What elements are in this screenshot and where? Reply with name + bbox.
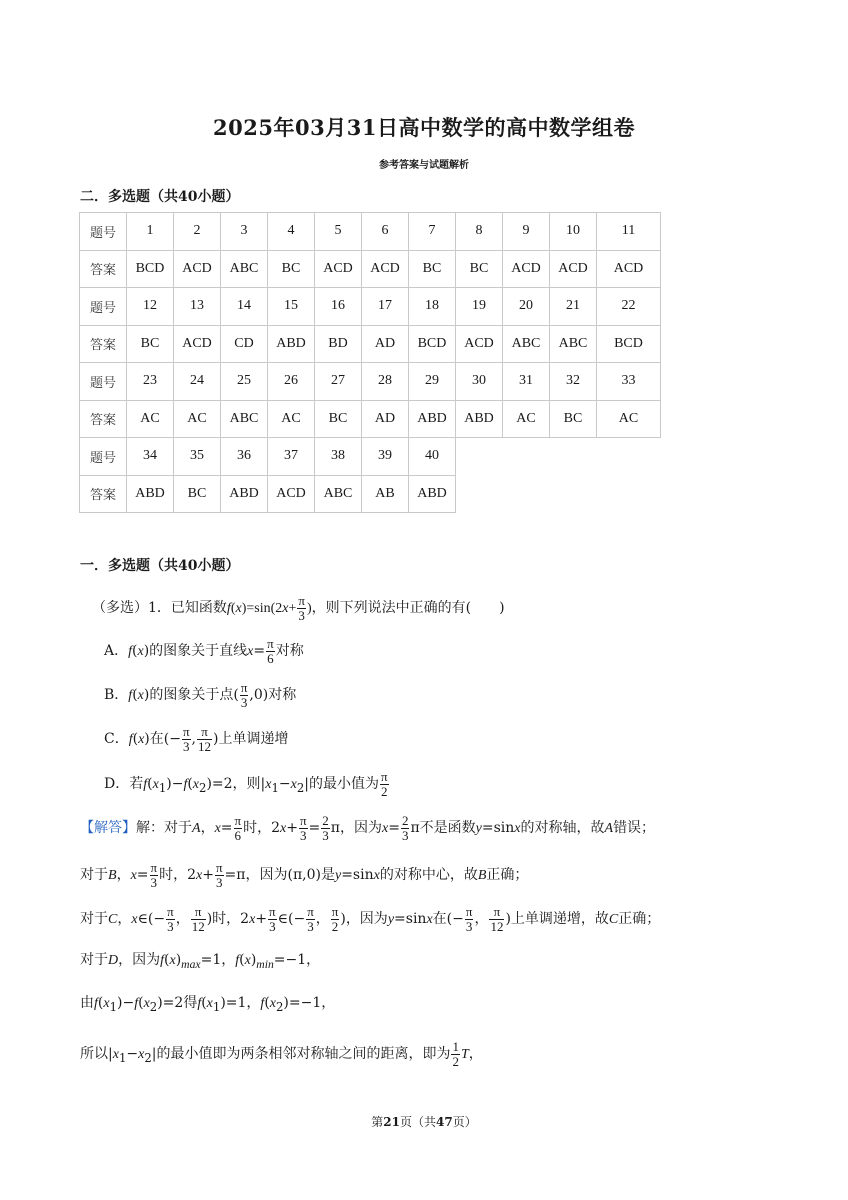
answer-cell: ACD: [550, 250, 597, 288]
question-number-cell: 29: [409, 363, 456, 401]
question-number-cell: 15: [268, 288, 315, 326]
question-number-cell: 18: [409, 288, 456, 326]
empty-cell: [597, 438, 661, 476]
answer-cell: BCD: [127, 250, 174, 288]
question-number-cell: 23: [127, 363, 174, 401]
question-number-cell: 40: [409, 438, 456, 476]
current-page-number: 21: [383, 1115, 400, 1129]
solution-line-6: 所以$|x_1-x_2|$的最小值即为两条相邻对称轴之间的距离，即为 $\frac{1}{2}$ T，: [80, 1039, 483, 1069]
row-header: 题号: [80, 438, 127, 476]
answer-cell: CD: [221, 325, 268, 363]
page-title: 2025年03月31日高中数学的高中数学组卷: [213, 115, 635, 140]
answer-cell: BC: [409, 250, 456, 288]
table-row-question-numbers: [80, 363, 661, 401]
row-header: 答案: [80, 325, 127, 363]
question-number-cell: 31: [503, 363, 550, 401]
answer-cell: ABD: [409, 400, 456, 438]
empty-cell: [550, 438, 597, 476]
answer-cell: BC: [315, 400, 362, 438]
page-footer: 第21页（共47页）: [371, 1115, 477, 1129]
answer-cell: ACD: [268, 475, 315, 513]
answer-cell: AD: [362, 325, 409, 363]
answer-cell: BCD: [597, 325, 661, 363]
answer-cell: ABC: [503, 325, 550, 363]
question-number-cell: 34: [127, 438, 174, 476]
empty-cell: [550, 475, 597, 513]
answer-cell: ABD: [221, 475, 268, 513]
question-number-cell: 33: [597, 363, 661, 401]
answer-cell: BC: [127, 325, 174, 363]
question-number-cell: 4: [268, 213, 315, 251]
total-page-count: 47: [436, 1115, 453, 1129]
section-heading-answer-table: 二．多选题（共40小题）: [80, 189, 240, 205]
solution-line-5: 由$f(x_1)-f(x_2)=2$得$f(x_1)=1$，$f(x_2)=-1$，: [80, 995, 336, 1014]
answer-table: [79, 212, 661, 513]
question-1-stem: （多选）1．已知函数f(x)=sin(2x+ $\frac{\pi}{3}$ )，则下列说法中正确的有( ): [92, 593, 505, 623]
question-number-cell: 39: [362, 438, 409, 476]
answer-cell: BC: [456, 250, 503, 288]
table-row-answers: [80, 475, 661, 513]
question-number-cell: 38: [315, 438, 362, 476]
row-header: 题号: [80, 363, 127, 401]
answer-cell: AC: [503, 400, 550, 438]
empty-cell: [503, 475, 550, 513]
question-number-cell: 13: [174, 288, 221, 326]
question-number-cell: 2: [174, 213, 221, 251]
answer-cell: BC: [550, 400, 597, 438]
question-number-cell: 7: [409, 213, 456, 251]
question-number-cell: 9: [503, 213, 550, 251]
question-number-cell: 10: [550, 213, 597, 251]
table-row-question-numbers: [80, 213, 661, 251]
option-a: A．f(x)的图象关于直线x= $\frac{\pi}{6}$ 对称: [104, 636, 304, 666]
question-number-cell: 36: [221, 438, 268, 476]
empty-cell: [456, 438, 503, 476]
question-number-cell: 1: [127, 213, 174, 251]
answer-cell: AB: [362, 475, 409, 513]
section-heading-question-detail: 一．多选题（共40小题）: [80, 558, 240, 574]
answer-cell: ABC: [550, 325, 597, 363]
answer-cell: AC: [127, 400, 174, 438]
answer-cell: ABC: [221, 400, 268, 438]
option-b: B．f(x)的图象关于点( $\frac{\pi}{3}$ ,0)对称: [104, 680, 297, 710]
question-number-cell: 6: [362, 213, 409, 251]
question-number-cell: 17: [362, 288, 409, 326]
question-number-cell: 25: [221, 363, 268, 401]
empty-cell: [597, 475, 661, 513]
question-number-cell: 27: [315, 363, 362, 401]
answer-cell: ACD: [503, 250, 550, 288]
empty-cell: [503, 438, 550, 476]
question-number-cell: 16: [315, 288, 362, 326]
question-number-cell: 21: [550, 288, 597, 326]
table-row-question-numbers: [80, 438, 661, 476]
question-number-cell: 8: [456, 213, 503, 251]
question-number-cell: 30: [456, 363, 503, 401]
row-header: 答案: [80, 400, 127, 438]
question-number-cell: 28: [362, 363, 409, 401]
answer-cell: ACD: [456, 325, 503, 363]
answer-cell: ABD: [409, 475, 456, 513]
question-number-cell: 5: [315, 213, 362, 251]
answer-cell: BCD: [409, 325, 456, 363]
empty-cell: [456, 475, 503, 513]
question-number-cell: 24: [174, 363, 221, 401]
row-header: 题号: [80, 288, 127, 326]
answer-cell: ACD: [597, 250, 661, 288]
answer-cell: BD: [315, 325, 362, 363]
answer-cell: ACD: [174, 250, 221, 288]
question-number-cell: 3: [221, 213, 268, 251]
row-header: 答案: [80, 250, 127, 288]
row-header: 题号: [80, 213, 127, 251]
answer-cell: BC: [174, 475, 221, 513]
question-number-cell: 35: [174, 438, 221, 476]
solution-tag: 【解答】: [80, 820, 136, 837]
answer-cell: AC: [597, 400, 661, 438]
question-number-cell: 11: [597, 213, 661, 251]
answer-cell: ABC: [315, 475, 362, 513]
answer-cell: BC: [268, 250, 315, 288]
question-number-cell: 22: [597, 288, 661, 326]
page-subtitle: 参考答案与试题解析: [379, 160, 469, 171]
question-number-cell: 20: [503, 288, 550, 326]
answer-cell: ABD: [268, 325, 315, 363]
answer-cell: ABC: [221, 250, 268, 288]
solution-line-1: 【解答】解：对于A，x= $\frac{\pi}{6}$ 时，2x+ $\frac{\pi}{3}$ = $\frac{2}{3}$ π，因为x= $\frac{2}{3}$ π不是函数y=sinx的对称轴，故A错误；: [80, 813, 656, 843]
answer-cell: AC: [174, 400, 221, 438]
solution-line-2: 对于B，x= $\frac{\pi}{3}$ 时，2x+ $\frac{\pi}{3}$ =π，因为(π,0)是y=sinx的对称中心，故B正确；: [80, 860, 529, 890]
answer-cell: ACD: [174, 325, 221, 363]
solution-line-4: 对于D，因为$f(x)_{max}=1$，$f(x)_{min}=-1$，: [80, 952, 321, 971]
row-header: 答案: [80, 475, 127, 513]
option-d: D．若$f(x_1)-f(x_2)=2$，则$|x_1-x_2|$的最小值为 $\frac{\pi}{2}$: [104, 769, 388, 799]
question-number-cell: 32: [550, 363, 597, 401]
answer-cell: ACD: [362, 250, 409, 288]
table-row-answers: [80, 250, 661, 288]
option-c: C．f(x)在(− $\frac{\pi}{3}$ , $\frac{\pi}{12}$ )上单调递增: [104, 724, 289, 754]
answer-cell: ACD: [315, 250, 362, 288]
question-number-cell: 19: [456, 288, 503, 326]
question-number-cell: 37: [268, 438, 315, 476]
answer-cell: AD: [362, 400, 409, 438]
question-number-cell: 14: [221, 288, 268, 326]
question-number-cell: 12: [127, 288, 174, 326]
table-row-question-numbers: [80, 288, 661, 326]
answer-cell: ABD: [456, 400, 503, 438]
answer-cell: AC: [268, 400, 315, 438]
table-row-answers: [80, 325, 661, 363]
solution-line-3: 对于C，x∈(− $\frac{\pi}{3}$ ， $\frac{\pi}{12}$ )时，2x+ $\frac{\pi}{3}$ ∈(− $\frac{\pi}{3}$ ， $\frac{\pi}{2}$ )，因为y=sinx在(− $\frac{\pi}{3}$ ， $\frac{\pi}{12}$ )上单调递增，故C正确；: [80, 904, 661, 934]
table-row-answers: [80, 400, 661, 438]
question-number-cell: 26: [268, 363, 315, 401]
answer-cell: ABD: [127, 475, 174, 513]
